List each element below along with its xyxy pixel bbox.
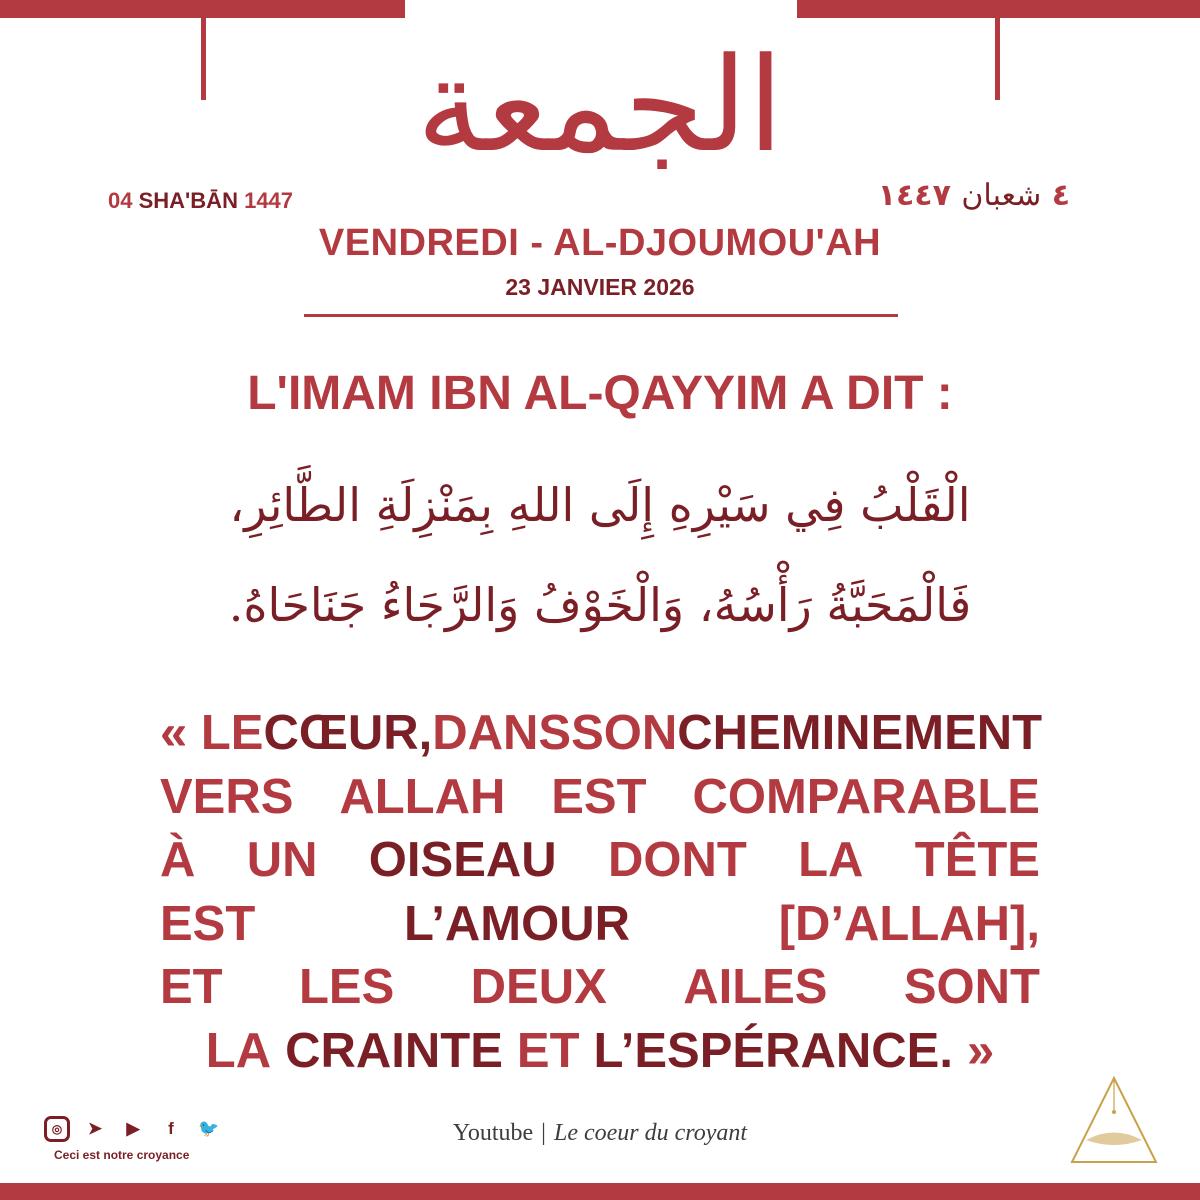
quote-line-4: [160, 893, 1040, 957]
quote-word: EST: [160, 896, 256, 951]
quote-word: DONT: [607, 833, 747, 887]
motto: Ceci est notre croyance: [54, 1148, 190, 1162]
quote-word: CRAINTE: [285, 1023, 503, 1078]
quote-word: AILES: [683, 960, 828, 1014]
quote-heading: L'IMAM IBN AL-QAYYIM A DIT :: [247, 367, 953, 420]
arabic-quote-line-2: فَالْمَحَبَّةُ رَأْسُهُ، وَالْخَوْفُ وَالرَّجَاءُ جَنَاحَاهُ.: [228, 578, 972, 632]
quote-word: VERS: [160, 769, 294, 824]
quote-word: DANS: [432, 706, 572, 760]
quote-line-2: [160, 766, 1040, 830]
quote-word: À: [160, 833, 196, 887]
quote-line-5: [160, 956, 1040, 1020]
quote-word: CŒUR,: [263, 706, 433, 760]
youtube-icon[interactable]: ▶: [126, 1119, 140, 1138]
quote-word: TÊTE: [914, 833, 1040, 887]
quote-word: COMPARABLE: [692, 769, 1040, 824]
hijri-year: 1447: [244, 188, 294, 213]
quote-word: ET: [160, 960, 223, 1014]
hijri-month-arabic: شعبان: [961, 178, 1042, 213]
quote-word: DEUX: [470, 960, 607, 1014]
telegram-icon[interactable]: ➤: [87, 1119, 103, 1138]
quote-word: [D’ALLAH],: [778, 896, 1040, 951]
gregorian-date: 23 JANVIER 2026: [505, 274, 695, 300]
quote-word: ALLAH: [339, 769, 506, 824]
quote-line-3: [160, 829, 1040, 893]
facebook-icon[interactable]: f: [168, 1119, 174, 1138]
quote-word: UN: [246, 833, 318, 887]
quote-word: LA: [205, 1023, 272, 1078]
instagram-icon[interactable]: ◎: [44, 1116, 70, 1142]
arabic-quote-line-1: الْقَلْبُ فِي سَيْرِهِ إِلَى اللهِ بِمَنْزِلَةِ الطَّائِرِ،: [229, 478, 971, 532]
quote-word: SON: [571, 706, 678, 760]
quote-word: EST: [551, 769, 647, 824]
quote-line-1: [160, 702, 1043, 766]
quote-word: L’AMOUR: [404, 896, 630, 951]
logo-emblem: [1064, 1070, 1164, 1170]
quote-word: « LE: [160, 706, 264, 760]
quote-word: LES: [299, 960, 395, 1014]
channel-credit: [0, 1120, 1200, 1147]
top-tick-left: [201, 18, 206, 100]
quote-word: »: [966, 1023, 995, 1078]
quote-word: L’ESPÉRANCE.: [593, 1023, 953, 1078]
quote-line-6: [160, 1020, 1040, 1084]
quote-word: ET: [516, 1023, 580, 1078]
top-frame-left: [0, 0, 405, 18]
channel-name: Le coeur du croyant: [553, 1120, 748, 1146]
hijri-day: 04: [108, 188, 133, 213]
quote-word: OISEAU: [368, 833, 557, 887]
hijri-day-arabic: ٤: [1051, 178, 1070, 213]
bottom-frame: [0, 1183, 1200, 1200]
divider: [304, 314, 898, 317]
hijri-month: SHA'BĀN: [138, 188, 238, 213]
hijri-year-arabic: ١٤٤٧: [877, 178, 951, 213]
quote-word: LA: [798, 833, 864, 887]
separator: |: [541, 1120, 546, 1146]
title-calligraphy: الجمعة: [416, 29, 784, 181]
twitter-icon[interactable]: 🐦: [198, 1119, 220, 1138]
hijri-date-arabic: [840, 178, 1070, 213]
hijri-date-latin: [108, 188, 293, 214]
quote-word: CHEMINEMENT: [677, 706, 1043, 760]
platform-label: Youtube: [452, 1120, 534, 1146]
top-tick-right: [995, 18, 1000, 100]
quote-word: SONT: [903, 960, 1040, 1014]
day-name: VENDREDI - AL-DJOUMOU'AH: [318, 222, 882, 264]
top-frame-right: [797, 0, 1200, 18]
french-quote: [160, 702, 1043, 1083]
